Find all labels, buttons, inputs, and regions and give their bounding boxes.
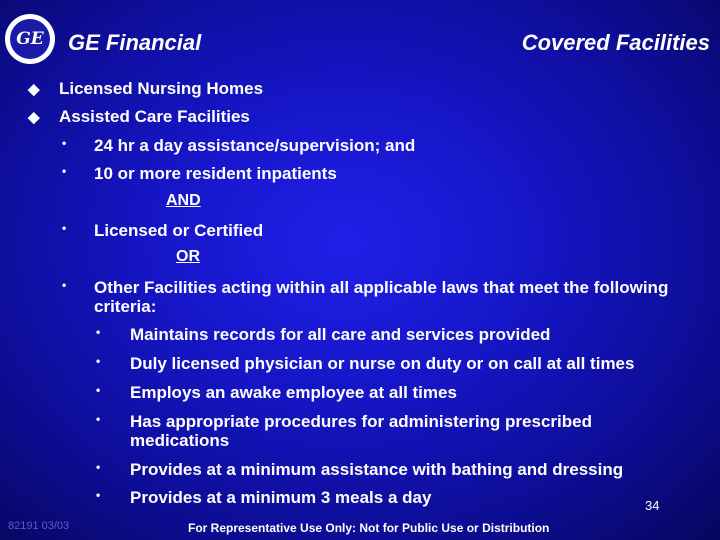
dot-bullet-icon: • (96, 354, 101, 368)
slide-title: Covered Facilities (521, 30, 710, 55)
criteria-text: Provides at a minimum 3 meals a day (130, 488, 432, 507)
bullet-text: Licensed Nursing Homes (59, 79, 264, 98)
sub-bullet-text: 10 or more resident inpatients (94, 164, 337, 183)
diamond-bullet-icon: ◆ (28, 109, 40, 126)
dot-bullet-icon: • (62, 278, 67, 292)
dot-bullet-icon: • (62, 136, 67, 150)
sub-bullet-text: 24 hr a day assistance/supervision; and (94, 136, 416, 155)
document-code: 82191 03/03 (8, 520, 70, 532)
criteria-text: Has appropriate procedures for administering prescribed medications (130, 412, 592, 450)
bullet-text: Assisted Care Facilities (59, 107, 250, 126)
dot-bullet-icon: • (96, 488, 101, 502)
and-label: AND (166, 192, 201, 209)
or-label: OR (176, 248, 200, 265)
sub-bullet-text: Other Facilities acting within all applicable laws that meet the following criteria: (94, 278, 669, 316)
page-number: 34 (645, 498, 660, 513)
dot-bullet-icon: • (62, 164, 67, 178)
footer-disclaimer: For Representative Use Only: Not for Public Use or Distribution (188, 521, 550, 535)
criteria-text: Duly licensed physician or nurse on duty or on call at all times (130, 354, 635, 373)
dot-bullet-icon: • (62, 221, 67, 235)
dot-bullet-icon: • (96, 412, 101, 426)
company-name: GE Financial (68, 30, 202, 55)
criteria-text: Employs an awake employee at all times (130, 383, 457, 402)
ge-logo-monogram: GE (10, 19, 50, 59)
ge-logo (5, 14, 55, 64)
dot-bullet-icon: • (96, 325, 101, 339)
criteria-text: Provides at a minimum assistance with bathing and dressing (130, 460, 624, 479)
diamond-bullet-icon: ◆ (28, 81, 40, 98)
dot-bullet-icon: • (96, 383, 101, 397)
dot-bullet-icon: • (96, 460, 101, 474)
sub-bullet-text: Licensed or Certified (94, 221, 264, 240)
criteria-text: Maintains records for all care and services provided (130, 325, 551, 344)
